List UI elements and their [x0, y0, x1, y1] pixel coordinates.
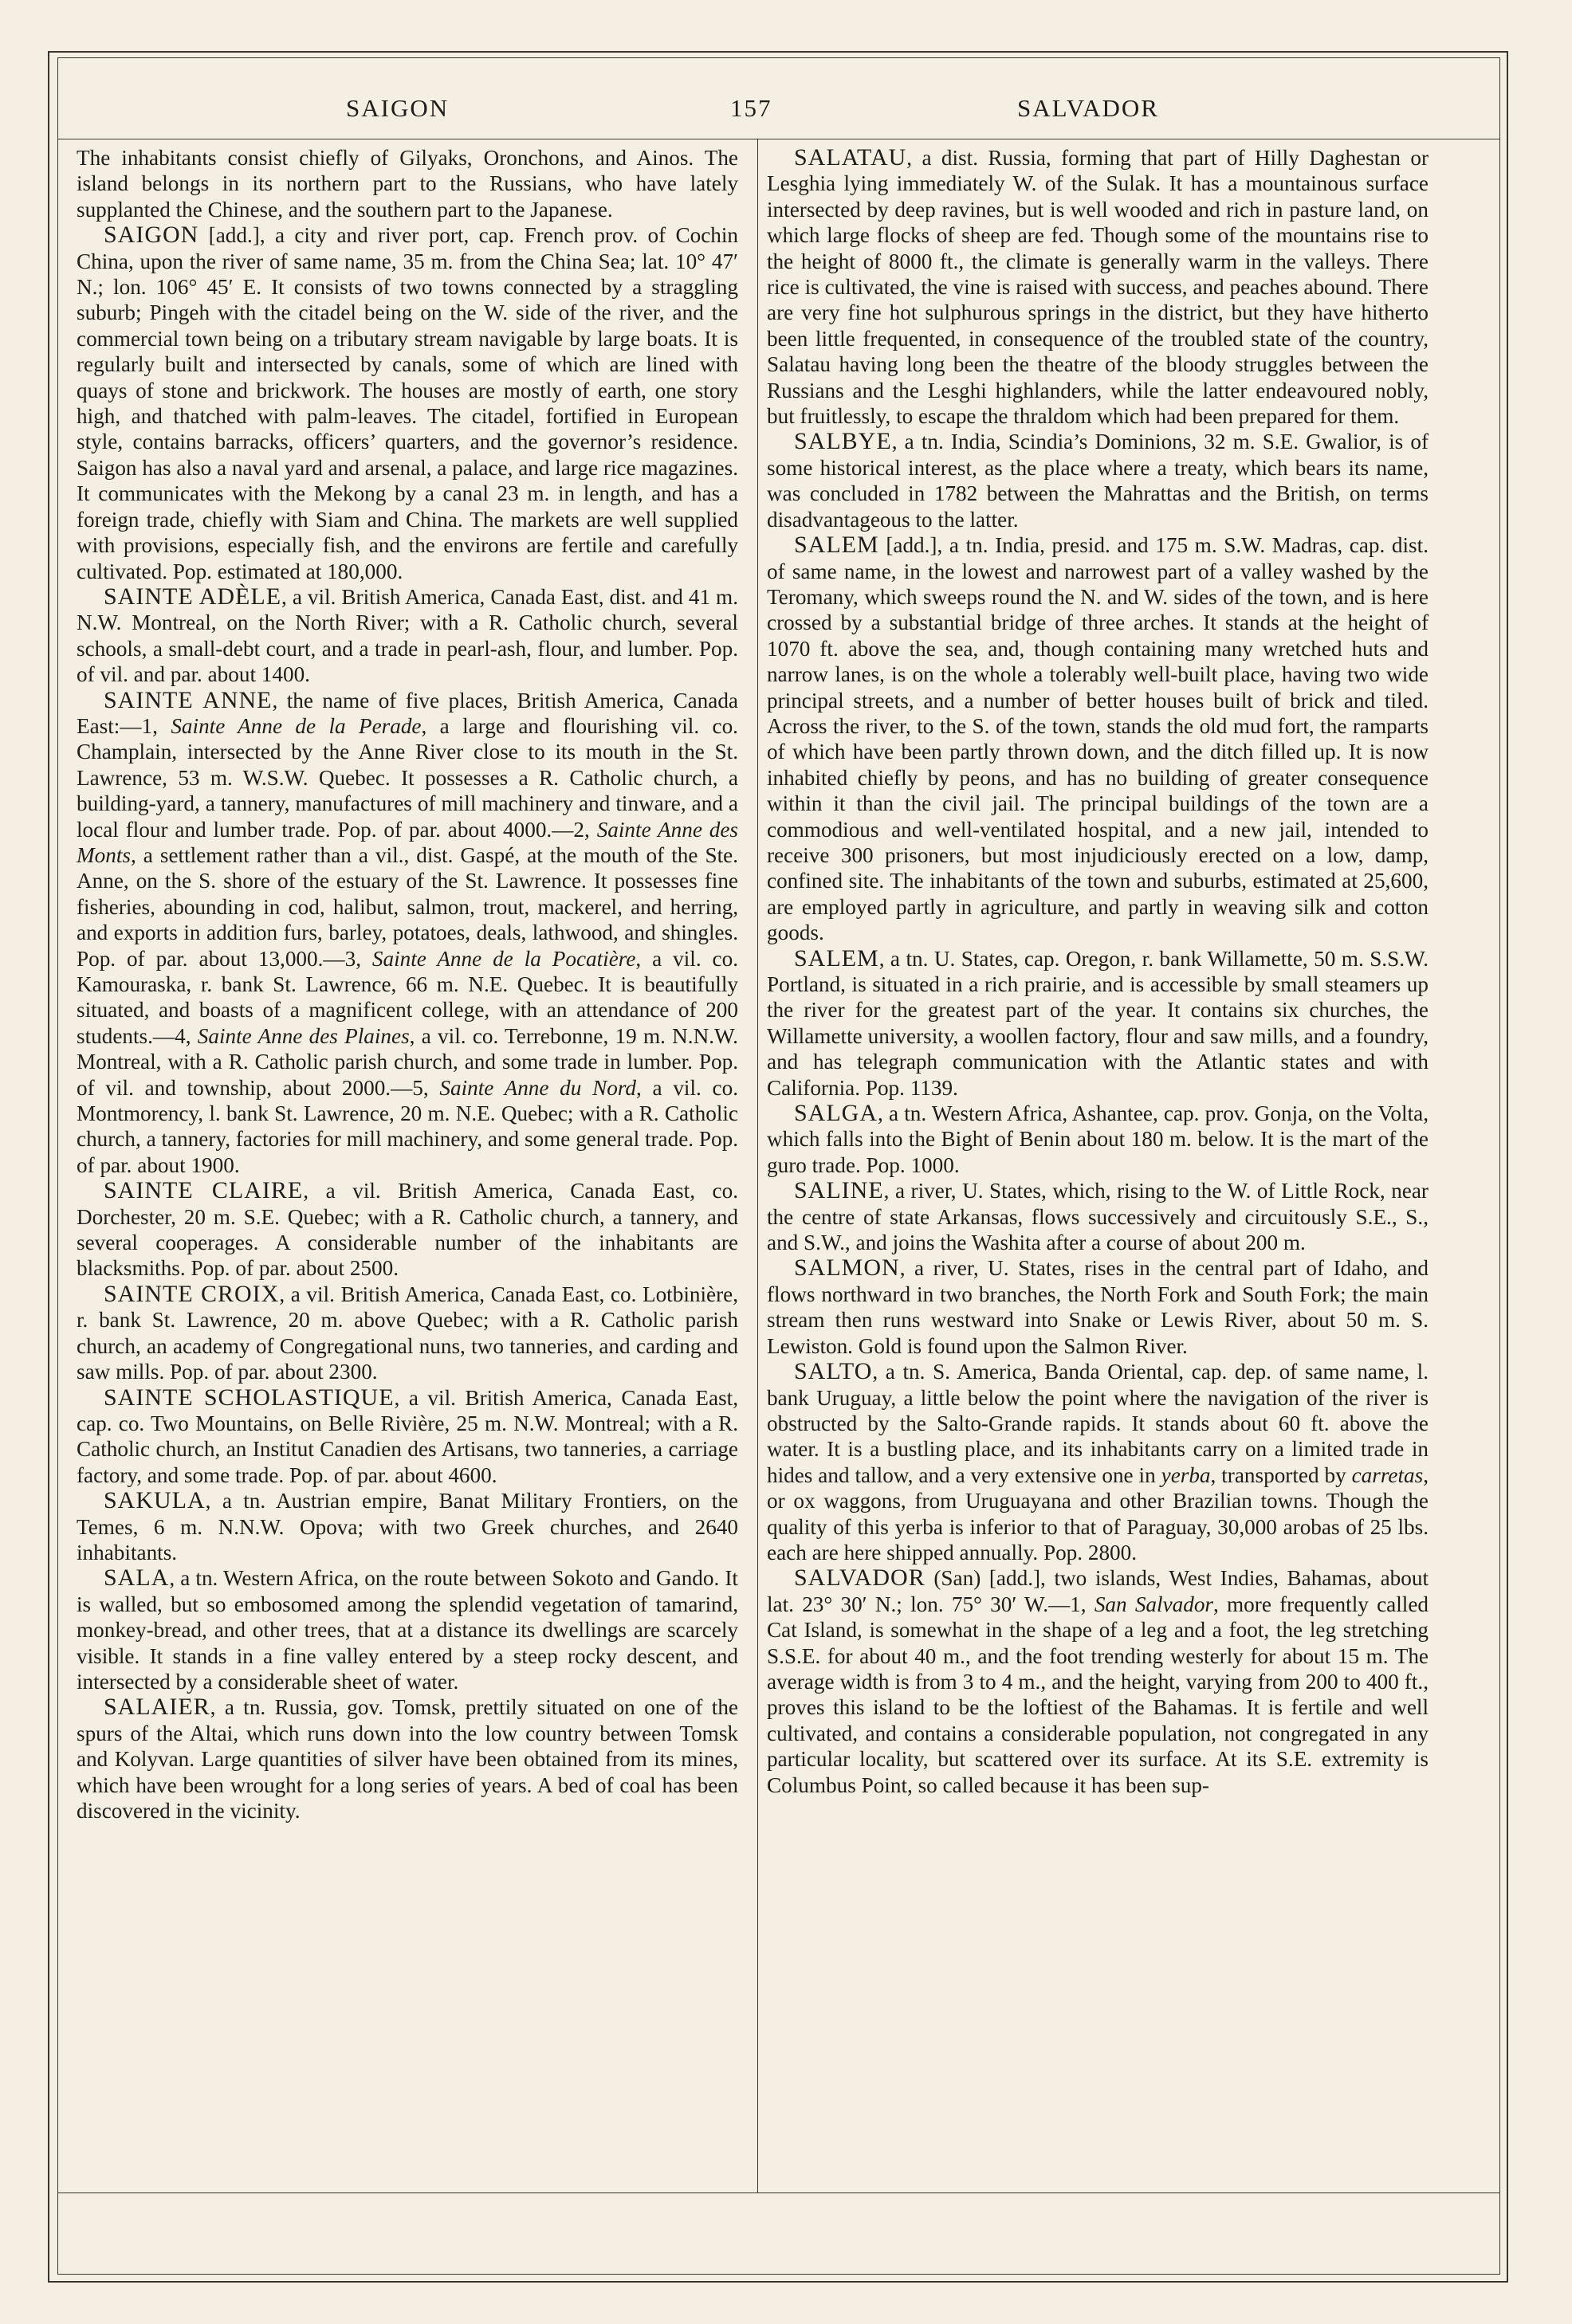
- italic-term: Sainte Anne de la Pocatière: [371, 946, 636, 971]
- headword: SAINTE CROIX: [104, 1280, 280, 1307]
- entry-text: , a tn. Russia, gov. Tomsk, prettily situated on one of the spurs of the Altai, which runs down into the low country between Tomsk and Kolyvan. Large quantities of silver have been obtained from its mines, which have been wrought for a long series of years. A bed of coal has been discovered in the vicinity.: [77, 1695, 738, 1823]
- headword: SAIGON: [104, 222, 199, 249]
- entry-saigon: [77, 222, 738, 584]
- italic-term: Sainte Anne des Plaines: [197, 1023, 410, 1048]
- entry-salto: [767, 1359, 1429, 1565]
- entry-text: , a large and flourishing vil. co. Champlain, intersected by the Anne River close to its mouth in the St. Lawrence, 53 m. W.S.W. Quebec. It possesses a R. Catholic church, a building-yard, a tannery, manufactures of mill machinery and tinware, and a local flour and lumber trade. Pop. of par. about 4000.—2,: [77, 713, 738, 842]
- page-number: 157: [730, 94, 772, 122]
- italic-term: yerba: [1161, 1462, 1211, 1487]
- entry-text: , a vil. British America, Canada East, dist. and 41 m. N.W. Montreal, on the North River; with a R. Catholic church, several schools, a small-debt court, and a trade in pearl-ash, flour, and lumber. Pop. of vil. and par. about 1400.: [77, 584, 738, 687]
- entry-saline: [767, 1178, 1429, 1255]
- entry-scholastique: [77, 1385, 738, 1489]
- headword: SAINTE SCHOLASTIQUE: [104, 1384, 395, 1411]
- entry-text: , a river, U. States, rises in the central part of Idaho, and flows northward in two branches, the North Fork and South Fork; the main stream then runs westward into Snake or Lewis River, about 50 m. S. Lewiston. Gold is found upon the Salmon River.: [767, 1256, 1429, 1358]
- entry-text: , more frequently called Cat Island, is somewhat in the shape of a leg and a foot, the leg stretching S.S.E. for about 40 m., and the foot trending westerly for about 15 m. The average width is from 3 to 4 m., and the height, varying from 200 to 400 ft., proves this island to be the loftiest of the Bahamas. It is fertile and well cultivated, and contains a considerable population, not congregated in any particular locality, but scattered over its surface. At its S.E. extremity is Columbus Point, so called because it has been sup-: [767, 1592, 1429, 1797]
- entry-sala: [77, 1565, 738, 1694]
- headword: SAKULA: [104, 1487, 206, 1514]
- headword: SALBYE: [794, 428, 892, 455]
- entry-text: , a tn. Austrian empire, Banat Military Frontiers, on the Temes, 6 m. N.N.W. Opova; with two Greek churches, and 2640 inhabitants.: [77, 1489, 738, 1564]
- entry-text: , a vil. co. Kamouraska, r. bank St. Lawrence, 66 m. N.E. Quebec. It is beautifully situated, and boasts of a magnificent college, with an attendance of 200 students.—4,: [77, 946, 739, 1048]
- entry-salga: [767, 1101, 1429, 1178]
- headword: SAINTE ADÈLE: [104, 583, 282, 610]
- entry-text: , a tn. India, Scindia’s Dominions, 32 m. S.E. Gwalior, is of some historical interest, as the place where a treaty, which bears its name, was concluded in 1782 between the Mahrattas and the British, on terms disadvantageous to the latter.: [767, 430, 1429, 532]
- entry-salmon: [767, 1255, 1429, 1359]
- entry-text: , a vil. British America, Canada East, co. Lotbinière, r. bank St. Lawrence, 20 m. above Quebec; with a R. Catholic parish church, an academy of Congregational nuns, two tanneries, and carding and saw mills. Pop. of par. about 2300.: [77, 1282, 739, 1384]
- entry-text: , a vil. British America, Canada East, co. Dorchester, 20 m. S.E. Quebec; with a R. Catholic church, a tannery, and several cooperages. A considerable number of the inhabitants are blacksmiths. Pop. of par. about 2500.: [77, 1179, 739, 1281]
- right-column: [767, 145, 1429, 1798]
- entry-text: , transported by: [1210, 1462, 1352, 1487]
- entry-text: , a settlement rather than a vil., dist. Gaspé, at the mouth of the Ste. Anne, on the S. shore of the estuary of the St. Lawrence. It possesses fine fisheries, abounding in cod, halibut, salmon, trout, mackerel, and herring, and exports in addition furs, barley, potatoes, deals, lathwood, and shingles. Pop. of par. about 13,000.—3,: [77, 842, 738, 971]
- running-head-right: SALVADOR: [1017, 94, 1159, 122]
- entry-text: , the name of five places, British America, Canada East:—1,: [77, 688, 738, 738]
- entry-croix: [77, 1282, 738, 1385]
- entry-text: [add.], a tn. India, presid. and 175 m. S.W. Madras, cap. dist. of same name, in the lowest and narrowest part of a valley washed by the Teromany, which sweeps round the N. and W. sides of the town, and is here crossed by a substantial bridge of three arches. It stands at the height of 1070 ft. above the sea, and, though containing many wretched huts and narrow lanes, is on the whole a tolerably well-built place, having two wide principal streets, and a number of better houses built of brick and tiled. Across the river, to the S. of the town, stands the old mud fort, the ramparts of which have been partly thrown down, and the ditch filled up. It is now inhabited chiefly by peons, and has no building of greater consequence within it than the civil jail. The principal buildings of the town are a commodious and well-ventilated hospital, and a new jail, intended to receive 300 prisoners, but most injudiciously erected on a low, damp, confined site. The inhabitants of the town and suburbs, estimated at 25,600, are employed partly in agriculture, and partly in weaving silk and cotton goods.: [767, 533, 1429, 945]
- headword: SALTO: [794, 1358, 873, 1385]
- italic-term: carretas: [1351, 1462, 1424, 1487]
- entry-salbye: [767, 429, 1429, 532]
- entry-text: , or ox waggons, from Uruguayana and other Brazilian towns. Though the quality of this yerba is inferior to that of Paraguay, 30,000 arobas of 25 lbs. each are here shipped annually. Pop. 2800.: [767, 1462, 1429, 1564]
- headword: SALEM: [794, 944, 879, 972]
- entry-text: , a vil. co. Montmorency, l. bank St. Lawrence, 20 m. N.E. Quebec; with a R. Catholic church, a tannery, factories for mill machinery, and some general trade. Pop. of par. about 1900.: [77, 1075, 738, 1177]
- headword: SALATAU: [794, 144, 907, 171]
- entry-text: , a tn. Western Africa, on the route between Sokoto and Gando. It is walled, but so embosomed among the splendid vegetation of tamarind, monkey-bread, and other trees, that at a distance its dwellings are scarcely visible. It stands in a fine valley entered by a steep rocky descent, and intersected by a considerable sheet of water.: [77, 1566, 738, 1694]
- italic-term: Sainte Anne des Monts: [77, 817, 738, 867]
- entry-claire: [77, 1178, 738, 1282]
- entry-salem1: [767, 532, 1429, 946]
- headword: SALGA: [794, 1100, 878, 1127]
- headword: SALINE: [794, 1177, 884, 1204]
- entry-text: [add.], a city and river port, cap. French prov. of Cochin China, upon the river of same name, 35 m. from the China Sea; lat. 10° 47′ N.; lon. 106° 45′ E. It consists of two towns connected by a straggling suburb; Pingeh with the citadel being on the W. side of the river, and the commercial town being on a tributary stream navigable by large boats. It is regularly built and intersected by canals, some of which are lined with quays of stone and brickwork. The houses are mostly of earth, one story high, and thatched with palm-leaves. The citadel, fortified in European style, contains barracks, officers’ quarters, and the governor’s residence. Saigon has also a naval yard and arsenal, a palace, and large rice magazines. It communicates with the Mekong by a canal 23 m. in length, and has a foreign trade, chiefly with Siam and China. The markets are well supplied with provisions, especially fish, and the environs are fertile and carefully cultivated. Pop. estimated at 180,000.: [77, 223, 738, 583]
- headword: SALA: [104, 1564, 170, 1592]
- entry-salatau: [767, 145, 1429, 429]
- headword: SALAIER: [104, 1694, 210, 1721]
- footer-rule: [57, 2192, 1500, 2193]
- entry-text: The inhabitants consist chiefly of Gilyaks, Oronchons, and Ainos. The island belongs in its northern part to the Russians, who have lately supplanted the Chinese, and the southern part to the Japanese.: [77, 146, 738, 222]
- entry-text: , a dist. Russia, forming that part of Hilly Daghestan or Lesghia lying immediately W. of the Sulak. It has a mountainous surface intersected by deep ravines, but is well wooded and rich in pasture land, on which large flocks of sheep are fed. Though some of the mountains rise to the height of 8000 ft., the climate is generally warm in the valleys. There rice is cultivated, the vine is raised with success, and peaches abound. There are very fine hot sulphurous springs in the district, but they have hitherto been little frequented, in consequence of the troubled state of the country, Salatau having long been the theatre of the bloody struggles between the Russians and the Lesghi highlanders, while the latter endeavoured nobly, but fruitlessly, to escape the thraldom which had been prepared for them.: [767, 146, 1429, 429]
- entry-adele: [77, 584, 738, 688]
- column-divider: [757, 139, 758, 2192]
- entry-text: , a vil. British America, Canada East, cap. co. Two Mountains, on Belle Rivière, 25 m. N.W. Montreal; with a R. Catholic church, an Institut Canadien des Artisans, two tanneries, a carriage factory, and some trade. Pop. of par. about 4600.: [77, 1385, 738, 1487]
- headword: SALEM: [794, 532, 879, 559]
- entry-sakula: [77, 1488, 738, 1565]
- entry-salem2: [767, 946, 1429, 1101]
- entry-text: , a tn. Western Africa, Ashantee, cap. prov. Gonja, on the Volta, which falls into the Bight of Benin about 180 m. below. It is the mart of the guro trade. Pop. 1000.: [767, 1101, 1429, 1177]
- entry-anne: [77, 688, 738, 1179]
- entry-salaier: [77, 1694, 738, 1823]
- italic-term: Sainte Anne du Nord: [439, 1075, 636, 1100]
- italic-term: San Salvador: [1094, 1592, 1213, 1616]
- italic-term: Sainte Anne de la Perade: [171, 713, 422, 738]
- headword: SALMON: [794, 1254, 900, 1282]
- entry-text: , a vil. co. Terrebonne, 19 m. N.N.W. Montreal, with a R. Catholic parish church, and some trade in lumber. Pop. of vil. and township, about 2000.—5,: [77, 1023, 738, 1100]
- headword: SALVADOR: [794, 1564, 926, 1592]
- entry-cont: [77, 145, 738, 222]
- headword: SAINTE CLAIRE: [104, 1177, 304, 1204]
- left-column: [77, 145, 738, 1823]
- entry-text: , a tn. U. States, cap. Oregon, r. bank Willamette, 50 m. S.S.W. Portland, is situated in a rich prairie, and is accessible by small steamers up the river for the greatest part of the year. It contains six churches, the Willamette university, a woollen factory, flour and saw mills, and a foundry, and has telegraph communication with the Atlantic states and with California. Pop. 1139.: [767, 946, 1429, 1100]
- headword: SAINTE ANNE: [104, 686, 273, 713]
- entry-salvador: [767, 1565, 1429, 1798]
- entry-text: , a tn. S. America, Banda Oriental, cap. dep. of same name, l. bank Uruguay, a little below the point where the navigation of the river is obstructed by the Salto-Grande rapids. It stands about 60 ft. above the water. It is a bustling place, and its inhabitants carry on a limited trade in hides and tallow, and a very extensive one in: [767, 1360, 1429, 1487]
- entry-text: (San) [add.], two islands, West Indies, Bahamas, about lat. 23° 30′ N.; lon. 75° 30′ W.—1,: [767, 1566, 1429, 1616]
- running-head-left: SAIGON: [346, 94, 450, 122]
- entry-text: , a river, U. States, which, rising to the W. of Little Rock, near the centre of state Arkansas, flows successively and circuitously S.E., S., and S.W., and joins the Washita after a course of about 200 m.: [767, 1179, 1429, 1255]
